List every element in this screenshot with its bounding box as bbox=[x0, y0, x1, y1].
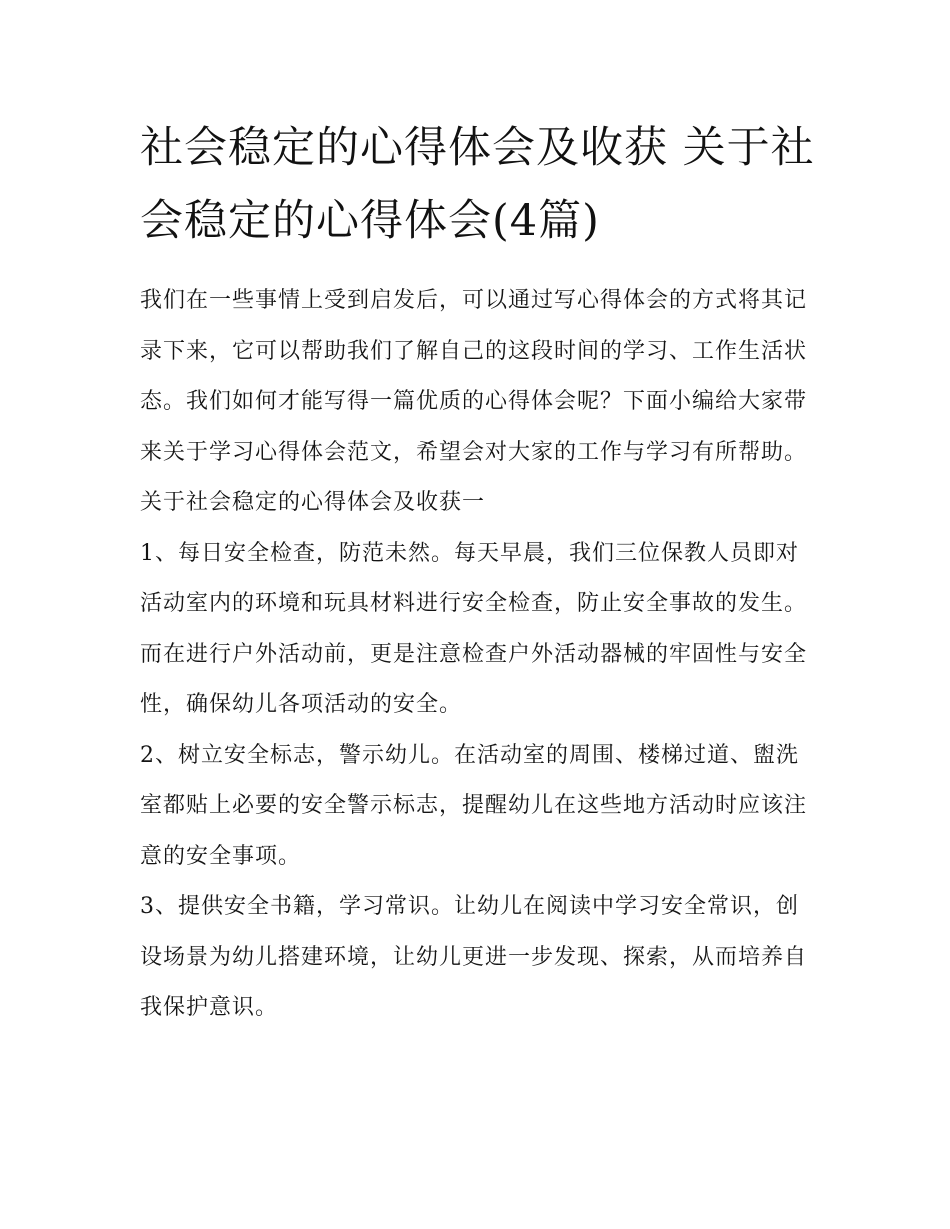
body-paragraph-3: 3、提供安全书籍，学习常识。让幼儿在阅读中学习安全常识，创设场景为幼儿搭建环境，让幼儿更进一步发现、探索，从而培养自我保护意识。 bbox=[140, 894, 808, 1020]
document-title: 社会稳定的心得体会及收获 关于社会稳定的心得体会(4篇) bbox=[140, 123, 815, 246]
intro-paragraph: 我们在一些事情上受到启发后，可以通过写心得体会的方式将其记录下来，它可以帮助我们了解自己的这段时间的学习、工作生活状态。我们如何才能写得一篇优质的心得体会呢？下面小编给大家带来关于学习心得体会范文，希望会对大家的工作与学习有所帮助。 bbox=[140, 288, 808, 465]
section-heading: 关于社会稳定的心得体会及收获一 bbox=[140, 490, 486, 515]
body-paragraph-2: 2、树立安全标志，警示幼儿。在活动室的周围、楼梯过道、盥洗室都贴上必要的安全警示标志，提醒幼儿在这些地方活动时应该注意的安全事项。 bbox=[140, 742, 808, 869]
document-page bbox=[140, 112, 820, 1034]
body-paragraph-1: 1、每日安全检查，防范未然。每天早晨，我们三位保教人员即对活动室内的环境和玩具材料进行安全检查，防止安全事故的发生。而在进行户外活动前，更是注意检查户外活动器械的牢固性与安全性，确保幼儿各项活动的安全。 bbox=[140, 540, 808, 717]
